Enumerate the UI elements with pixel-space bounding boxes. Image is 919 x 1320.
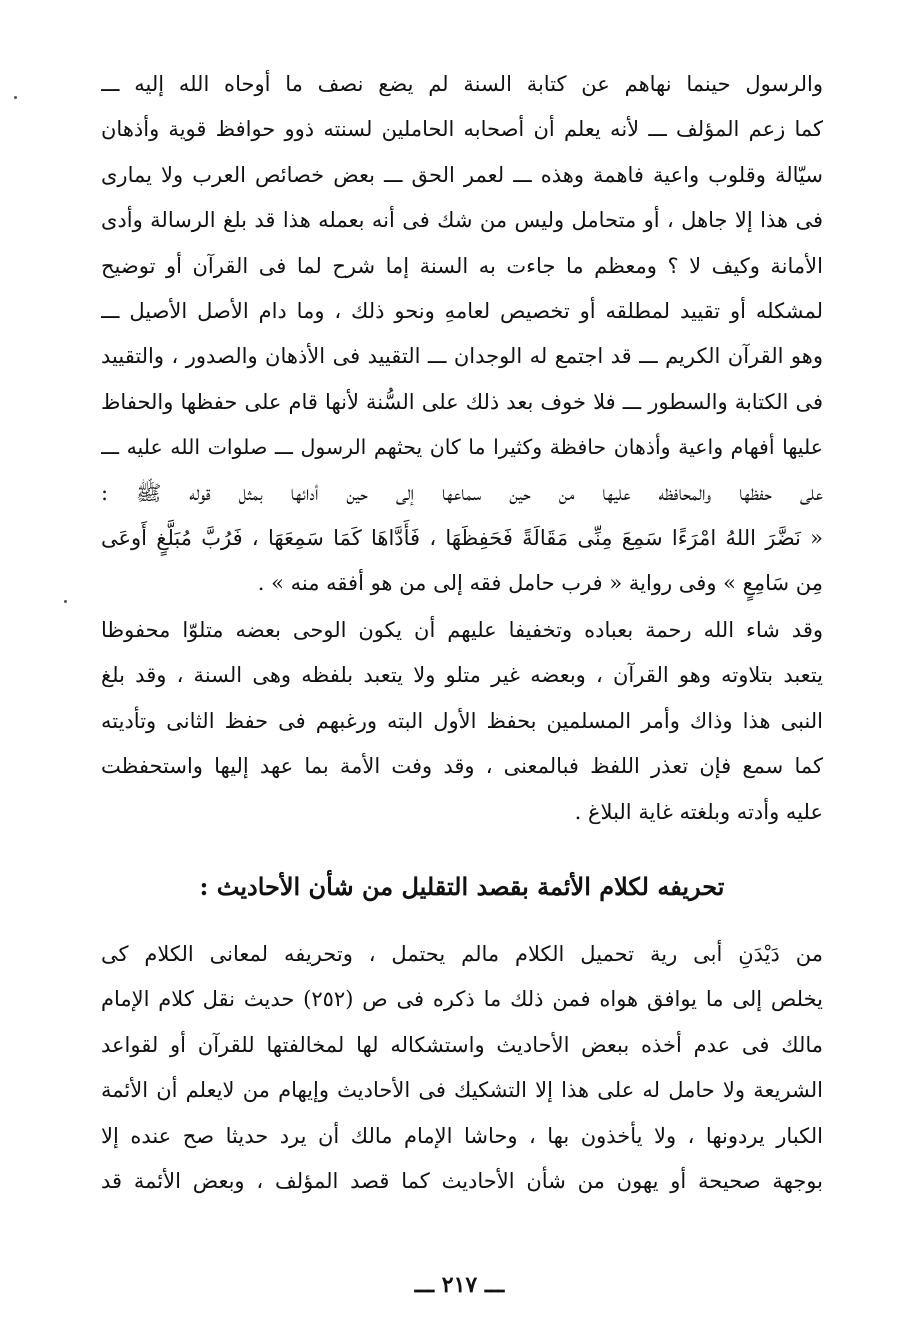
paragraph-line: عليه وأدته وبلغته غاية البلاغ . bbox=[574, 799, 823, 824]
paragraph-line: فى الكتابة والسطور ـــ فلا خوف بعد ذلك على السُّنة لأنها قام على حفظها والحفاظ bbox=[101, 389, 823, 414]
paragraph-line: الشريعة ولا حامل له على هذا إلا التشكيك فى الأحاديث وإيهام من لايعلم أن الأئمة bbox=[101, 1078, 823, 1103]
paragraph-line: الأمانة وكيف لا ؟ ومعظم ما جاءت به السنة إما شرح لما فى القرآن أو توضيح bbox=[101, 253, 823, 278]
paragraph-line: النبى هذا وذاك وأمر المسلمين بحفظ الأول البته ورغبهم فى حفظ الثانى وتأديته bbox=[101, 708, 823, 733]
paragraph-line: لمشكله أو تقييد لمطلقه أو تخصيص لعامهِ ونحو ذلك ، وما دام الأصل الأصيل ـــ bbox=[101, 299, 823, 324]
paragraph-3 bbox=[101, 932, 823, 1204]
page-number: ـــ ٢١٧ ـــ bbox=[414, 1272, 505, 1298]
paragraph-line: على حفظها والمحافظه عليها من حين سماعها إلى حين أدائها بمثل قوله ﷺ : bbox=[101, 480, 823, 505]
paragraph-line: يتعبد بتلاوته وهو القرآن ، وبعضه غير متلو ولا يتعبد بلفظه وهى السنة ، وقد بلغ bbox=[101, 663, 823, 688]
paragraph-line: فى هذا إلا جاهل ، أو متحامل وليس من شك فى أنه بعمله هذا قد بلغ الرسالة وأدى bbox=[101, 208, 823, 233]
hadith-quote-line: « نَضَّرَ اللهُ امْرَءًا سَمِعَ مِنِّى مَقَالَةً فَحَفِظَهَا ، فَأَدَّاهَا كَمَا سَمِعَهَا ، فَرُبَّ مُبَلَّغٍ أَوعَى bbox=[101, 526, 823, 551]
paragraph-line: يخلص إلى ما يوافق هواه فمن ذلك ما ذكره فى ص (٢٥٢) حديث نقل كلام الإمام bbox=[101, 987, 823, 1012]
paragraph-line: كما سمع فإن تعذر اللفظ فبالمعنى ، وقد وفت الأمة بما عهد إليها واستحفظت bbox=[101, 754, 823, 779]
paragraph-line: مالك فى عدم أخذه ببعض الأحاديث واستشكاله لها لمخالفتها للقرآن أو لقواعد bbox=[101, 1032, 823, 1057]
scan-speck bbox=[14, 96, 17, 99]
paragraph-line: كما زعم المؤلف ـــ لأنه يعلم أن أصحابه الحاملين لسنته ذوو حوافظ قوية وأذهان bbox=[101, 117, 823, 142]
paragraph-line: وهو القرآن الكريم ـــ قد اجتمع له الوجدان ـــ التقييد فى الأذهان والصدور ، والتقييد bbox=[101, 344, 823, 369]
paragraph-1 bbox=[101, 62, 823, 607]
paragraph-line: عليها أفهام واعية وأذهان حافظة وكثيرا ما كان يحثهم الرسول ـــ صلوات الله عليه ـــ bbox=[101, 435, 823, 460]
paragraph-line: وقد شاء الله رحمة بعباده وتخفيفا عليهم أن يكون الوحى بعضه متلوّا محفوظا bbox=[101, 618, 823, 642]
paragraph-line: من دَيْدَنِ أبى رية تحميل الكلام مالم يحتمل ، وتحريفه لمعانى الكلام كى bbox=[101, 942, 823, 966]
section-heading: تحريفه لكلام الأئمة بقصد التقليل من شأن الأحاديث : bbox=[199, 872, 725, 901]
paragraph-line: سيّالة وقلوب واعية فاهمة وهذه ـــ لعمر الحق ـــ بعض خصائص العرب ولا يمارى bbox=[101, 162, 823, 187]
scan-speck bbox=[64, 600, 67, 603]
paragraph-line: والرسول حينما نهاهم عن كتابة السنة لم يضع نصف ما أوحاه الله إليه ـــ bbox=[101, 72, 823, 96]
paragraph-line: مِن سَامِعٍ » وفى رواية « فرب حامل فقه إلى من هو أفقه منه » . bbox=[257, 571, 823, 596]
paragraph-line: الكبار يردونها ، ولا يأخذون بها ، وحاشا الإمام مالك أن يرد حديثا صح عنده إلا bbox=[101, 1123, 823, 1148]
paragraph-2 bbox=[101, 608, 823, 835]
paragraph-line: بوجهة صحيحة أو يهون من شأن الأحاديث كما قصد المؤلف ، وبعض الأئمة قد bbox=[101, 1169, 823, 1194]
